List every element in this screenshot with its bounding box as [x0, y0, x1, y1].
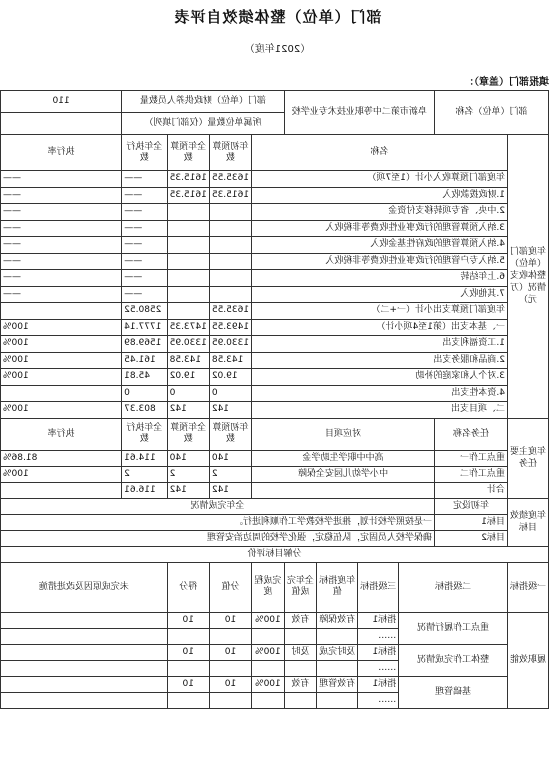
- budget-item-name: 3.纳入预算管理的行政事业性收费等非税收入: [252, 220, 508, 237]
- budget-initial: [209, 253, 251, 270]
- budget-annual: [167, 220, 209, 237]
- task-name: 合计: [435, 482, 508, 498]
- indicator-score: 10: [167, 612, 209, 628]
- level1-name: 履职效能: [507, 612, 548, 708]
- budget-executed: ——: [122, 237, 167, 254]
- budget-executed: ——: [122, 204, 167, 221]
- indicator-target: 及时完成: [317, 644, 358, 660]
- budget-executed: ——: [122, 187, 167, 204]
- staff-count-value: 110: [1, 91, 122, 113]
- dept-name-value: 阜新市第二中等职业技术专业学校: [284, 91, 434, 135]
- table-row: [1, 286, 549, 303]
- task-project: 高中中职学生助学金: [252, 450, 435, 466]
- budget-executed: 2580.52: [122, 303, 167, 320]
- level2-name: 基础管理: [399, 676, 508, 708]
- budget-annual: [167, 286, 209, 303]
- indicator-actual: [284, 628, 316, 644]
- header-executed: 全年执行数: [122, 135, 167, 171]
- table-row: [1, 171, 549, 188]
- indicator-reason: [1, 644, 168, 660]
- header-annual-budget: 全年预算数: [167, 418, 209, 450]
- indicator-score: [167, 660, 209, 676]
- header-exec-rate: 执行率: [1, 418, 122, 450]
- level2-name: 整体工作完成情况: [399, 644, 508, 676]
- indicator-reason: [1, 676, 168, 692]
- table-row: [1, 546, 549, 562]
- budget-item-name: 7.其他收入: [252, 286, 508, 303]
- budget-rate: ——: [1, 187, 122, 204]
- budget-rate: ——: [1, 171, 122, 188]
- task-initial: 142: [209, 482, 251, 498]
- budget-annual: 19.02: [167, 369, 209, 386]
- budget-rate: ——: [1, 204, 122, 221]
- budget-executed: 45.81: [122, 369, 167, 386]
- budget-item-name: 4.资本性支出: [252, 385, 508, 402]
- budget-rate: [1, 385, 122, 402]
- table-row: [1, 91, 549, 113]
- budget-annual: [167, 303, 209, 320]
- level3-name: 指标1: [358, 612, 399, 628]
- task-rate: 81.86%: [1, 450, 122, 466]
- form-title: 部门（单位）整体绩效自评表: [173, 8, 382, 26]
- indicator-actual: [284, 692, 316, 708]
- header-executed: 全年执行数: [122, 418, 167, 450]
- task-initial: 140: [209, 450, 251, 466]
- task-name: 重点工作二: [435, 466, 508, 482]
- budget-executed: ——: [122, 253, 167, 270]
- table-row: [1, 402, 549, 419]
- budget-item-name: 4.纳入预算管理的政府性基金收入: [252, 237, 508, 254]
- task-annual: 2: [167, 466, 209, 482]
- indicator-rate: [252, 660, 285, 676]
- task-executed: 2: [122, 466, 167, 482]
- budget-rate: 100%: [1, 336, 122, 353]
- table-row: [1, 303, 549, 320]
- indicator-actual: [284, 660, 316, 676]
- budget-initial: [209, 286, 251, 303]
- budget-rate: 100%: [1, 369, 122, 386]
- staff-count-label: 部门（单位）财政供养人员数量: [122, 91, 285, 113]
- table-row: [1, 270, 549, 287]
- header-rate: 完成程度: [252, 562, 285, 612]
- header-project: 对应项目: [252, 418, 435, 450]
- table-row: [1, 530, 549, 546]
- header-initial-budget: 年初预算数: [209, 418, 251, 450]
- table-row: [1, 482, 549, 498]
- budget-rate: ——: [1, 286, 122, 303]
- indicator-weight: [209, 692, 251, 708]
- budget-item-name: 1.财政拨款收入: [252, 187, 508, 204]
- budget-executed: ——: [122, 220, 167, 237]
- goal-label: 目标2: [435, 530, 508, 546]
- table-row: [1, 352, 549, 369]
- header-task: 任务名称: [435, 418, 508, 450]
- table-row: [1, 514, 549, 530]
- budget-annual: 1330.95: [167, 336, 209, 353]
- header-level1: 一级指标: [507, 562, 548, 612]
- budget-item-name: 3.对个人和家庭的补助: [252, 369, 508, 386]
- indicator-score: 10: [167, 676, 209, 692]
- table-row: [1, 466, 549, 482]
- header-score: 得分: [167, 562, 209, 612]
- budget-item-name: 一、基本支出（第1至4项小计）: [252, 319, 508, 336]
- budget-initial: [209, 270, 251, 287]
- level3-name: 指标1: [358, 644, 399, 660]
- indicator-weight: [209, 660, 251, 676]
- budget-rate: 100%: [1, 319, 122, 336]
- budget-rate: ——: [1, 220, 122, 237]
- level3-name: ……: [358, 692, 399, 708]
- breakdown-header: 分解目标评价: [1, 546, 549, 562]
- budget-executed: ——: [122, 286, 167, 303]
- table-row: [1, 450, 549, 466]
- budget-executed: ——: [122, 270, 167, 287]
- budget-executed: ——: [122, 171, 167, 188]
- fill-unit-label: 填报部门（盖章）：: [464, 77, 549, 88]
- indicator-actual: 有效: [284, 676, 316, 692]
- budget-item-name: 2.中央、省专项转移支付资金: [252, 204, 508, 221]
- indicator-reason: [1, 692, 168, 708]
- task-initial: 2: [209, 466, 251, 482]
- budget-initial: 19.02: [209, 369, 251, 386]
- sub-unit-label: 所属单位数量（仅部门填列）: [122, 113, 285, 135]
- budget-executed: 1569.89: [122, 336, 167, 353]
- header-level3: 三级指标: [358, 562, 399, 612]
- table-row: [1, 204, 549, 221]
- task-annual: 142: [167, 482, 209, 498]
- task-rate: 100%: [1, 466, 122, 482]
- level3-name: ……: [358, 660, 399, 676]
- header-level2: 二级指标: [399, 562, 508, 612]
- level2-name: 重点工作履行情况: [399, 612, 508, 644]
- indicator-rate: [252, 628, 285, 644]
- budget-item-name: 6.上年结转: [252, 270, 508, 287]
- indicator-weight: [209, 628, 251, 644]
- budget-rate: 100%: [1, 352, 122, 369]
- indicator-target: [317, 660, 358, 676]
- header-actual: 全年完成值: [284, 562, 316, 612]
- budget-initial: 143.58: [209, 352, 251, 369]
- table-row: [1, 237, 549, 254]
- indicator-rate: [252, 692, 285, 708]
- budget-item-name: 5.纳入专户管理的行政事业性收费等非税收入: [252, 253, 508, 270]
- budget-executed: 161.45: [122, 352, 167, 369]
- budget-annual: 143.58: [167, 352, 209, 369]
- budget-annual: 1473.35: [167, 319, 209, 336]
- budget-annual: 1615.35: [167, 187, 209, 204]
- table-row: [1, 676, 549, 692]
- table-row: [1, 253, 549, 270]
- budget-executed: 803.37: [122, 402, 167, 419]
- task-project: 中小学幼儿园安全保障: [252, 466, 435, 482]
- header-annual-budget: 全年预算数: [167, 135, 209, 171]
- indicator-target: [317, 692, 358, 708]
- indicator-weight: 10: [209, 612, 251, 628]
- dept-name-label: 部门（单位）名称: [435, 91, 549, 135]
- indicator-score: 10: [167, 644, 209, 660]
- budget-rate: 100%: [1, 402, 122, 419]
- table-row: [1, 336, 549, 353]
- table-row: [1, 644, 549, 660]
- budget-initial: 1635.55: [209, 303, 251, 320]
- budget-annual: [167, 237, 209, 254]
- budget-executed: 1777.14: [122, 319, 167, 336]
- budget-rate: ——: [1, 270, 122, 287]
- task-name: 重点工作一: [435, 450, 508, 466]
- indicator-reason: [1, 628, 168, 644]
- indicator-rate: 100%: [252, 676, 285, 692]
- header-name: 名称: [252, 135, 508, 171]
- sub-unit-value: [1, 113, 122, 135]
- budget-section-label: 年度部门（单位）整体收支情况（万元）: [507, 135, 548, 419]
- budget-item-name: 2.商品和服务支出: [252, 352, 508, 369]
- task-executed: 114.61: [122, 450, 167, 466]
- indicator-score: [167, 628, 209, 644]
- header-reason: 未完成原因及改进措施: [1, 562, 168, 612]
- budget-item-name: 1.工资福利支出: [252, 336, 508, 353]
- budget-executed: 0: [122, 385, 167, 402]
- budget-annual: 0: [167, 385, 209, 402]
- budget-initial: 0: [209, 385, 251, 402]
- budget-initial: 1615.35: [209, 187, 251, 204]
- table-row: [1, 385, 549, 402]
- level3-name: 指标1: [358, 676, 399, 692]
- goal-text: 一是按照学校计划，推进学校教学工作顺利进行。: [1, 514, 435, 530]
- budget-item-name: 年度部门预算收入小计（1至7项）: [252, 171, 508, 188]
- budget-item-name: 二、项目支出: [252, 402, 508, 419]
- table-row: [1, 418, 549, 450]
- indicator-actual: 有效: [284, 612, 316, 628]
- header-initial-budget: 年初预算数: [209, 135, 251, 171]
- budget-initial: 1635.55: [209, 171, 251, 188]
- indicator-reason: [1, 612, 168, 628]
- indicator-score: [167, 692, 209, 708]
- table-row: [1, 562, 549, 612]
- indicator-target: 有效管理: [317, 676, 358, 692]
- header-target: 年度指标值: [317, 562, 358, 612]
- indicator-target: [317, 628, 358, 644]
- header-completion: 全年完成情况: [1, 498, 435, 514]
- indicator-weight: 10: [209, 644, 251, 660]
- budget-annual: 142: [167, 402, 209, 419]
- task-executed: 116.61: [122, 482, 167, 498]
- budget-item-name: 年度部门预算支出小计（一+二）: [252, 303, 508, 320]
- indicator-weight: 10: [209, 676, 251, 692]
- level3-name: ……: [358, 628, 399, 644]
- goal-label: 目标1: [435, 514, 508, 530]
- budget-initial: 142: [209, 402, 251, 419]
- evaluation-table: [0, 90, 549, 709]
- table-row: [1, 498, 549, 514]
- indicator-rate: 100%: [252, 644, 285, 660]
- table-row: [1, 220, 549, 237]
- indicator-rate: 100%: [252, 612, 285, 628]
- indicator-actual: 及时: [284, 644, 316, 660]
- budget-initial: 1493.55: [209, 319, 251, 336]
- header-weight: 分值: [209, 562, 251, 612]
- budget-initial: [209, 204, 251, 221]
- header-initial-setting: 年初设定: [435, 498, 508, 514]
- budget-rate: ——: [1, 237, 122, 254]
- table-row: [1, 187, 549, 204]
- budget-annual: [167, 253, 209, 270]
- task-rate: [1, 482, 122, 498]
- form-year: （2021年度）: [244, 44, 311, 55]
- tasks-section-label: 年度主要任务: [507, 418, 548, 498]
- budget-initial: [209, 220, 251, 237]
- task-project: [252, 482, 435, 498]
- indicator-target: 有效保障: [317, 612, 358, 628]
- budget-initial: [209, 237, 251, 254]
- table-row: [1, 612, 549, 628]
- table-row: [1, 135, 549, 171]
- table-row: [1, 319, 549, 336]
- table-row: [1, 369, 549, 386]
- goals-section-label: 年度绩效目标: [507, 498, 548, 546]
- budget-annual: 1615.35: [167, 171, 209, 188]
- budget-annual: [167, 270, 209, 287]
- goal-text: 确保学校人员固定，队伍稳定，强化学校的周边治安管理: [1, 530, 435, 546]
- budget-initial: 1330.95: [209, 336, 251, 353]
- indicator-reason: [1, 660, 168, 676]
- header-exec-rate: 执行率: [1, 135, 122, 171]
- budget-annual: [167, 204, 209, 221]
- budget-rate: ——: [1, 253, 122, 270]
- task-annual: 140: [167, 450, 209, 466]
- budget-rate: [1, 303, 122, 320]
